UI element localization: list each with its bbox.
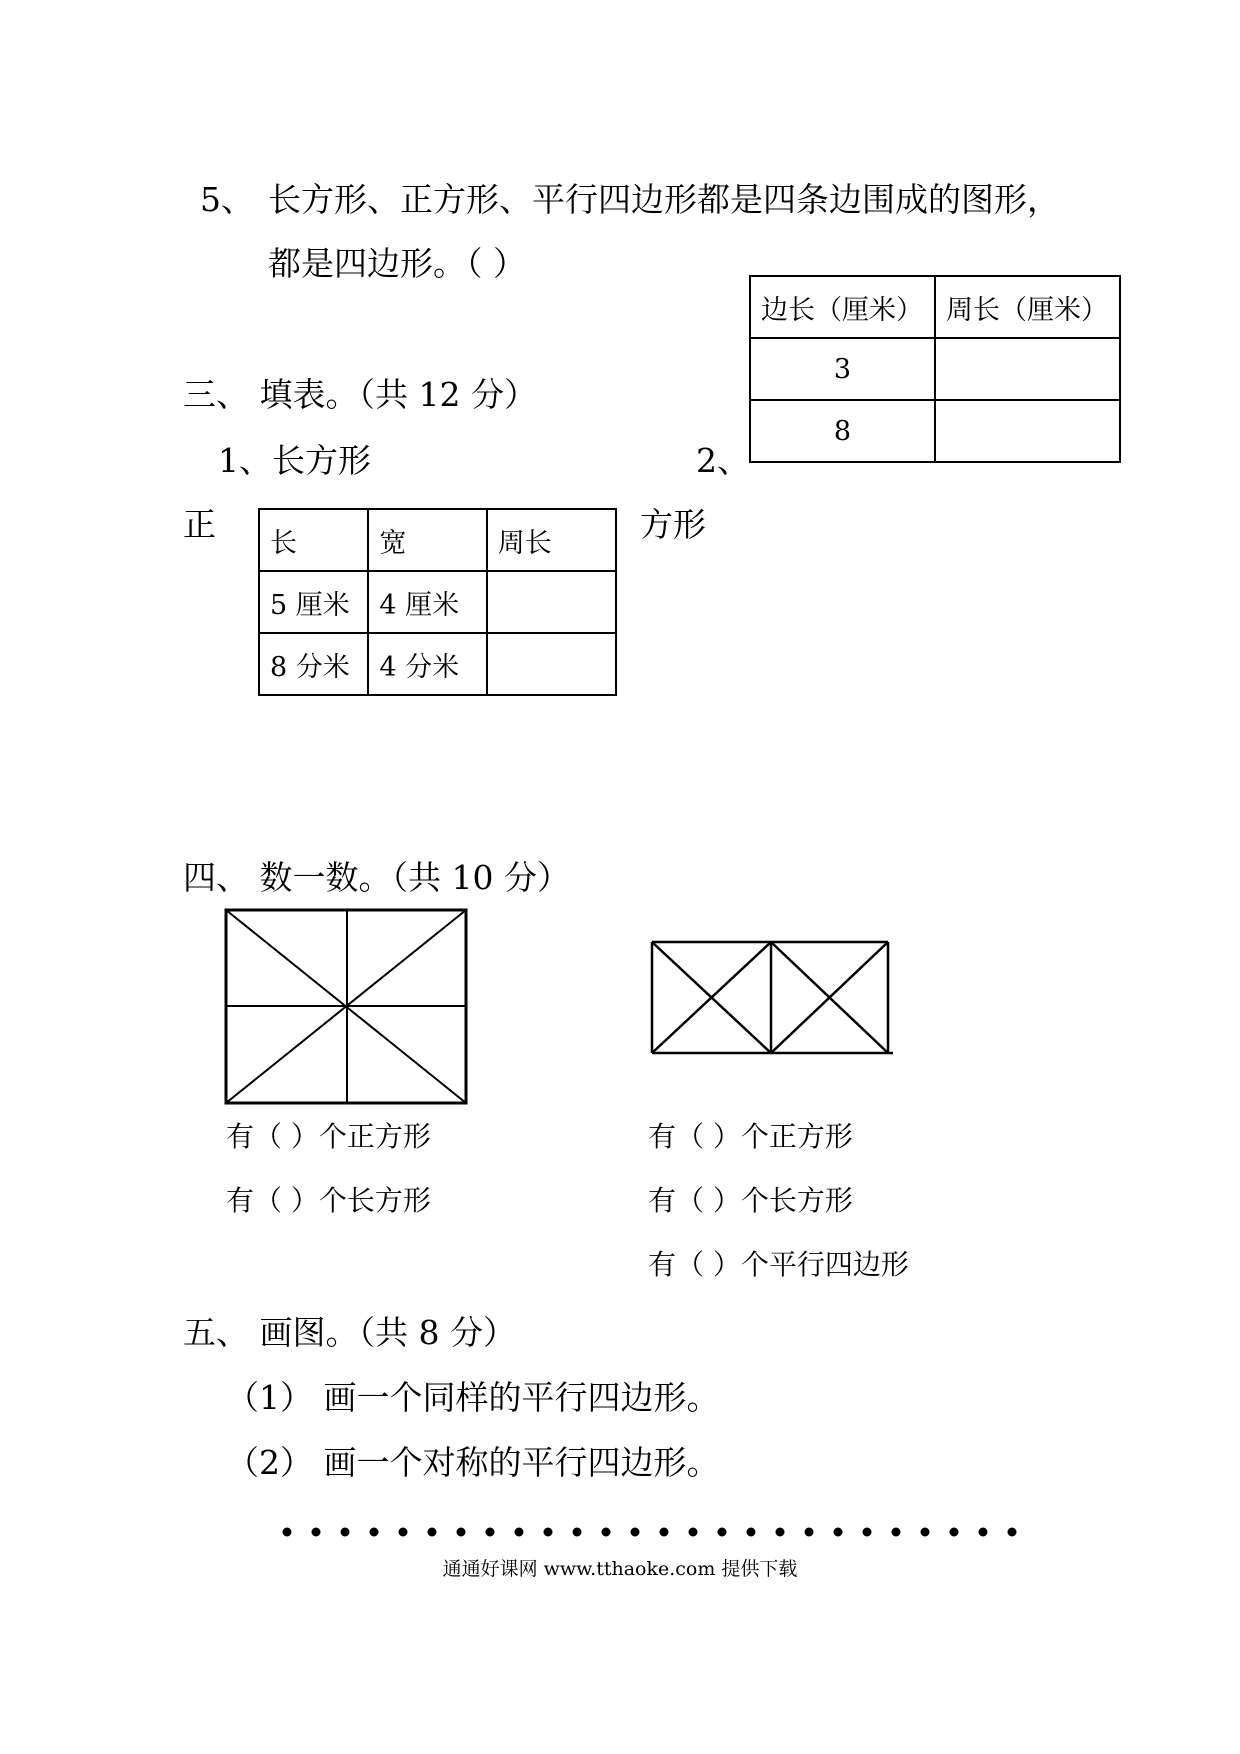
rect-header-width: 宽	[368, 509, 486, 571]
section3-sub1: 1、长方形	[218, 441, 371, 480]
footer-dot	[950, 1528, 959, 1537]
footer-dot	[979, 1528, 988, 1537]
footer-dot	[399, 1528, 408, 1537]
section5-item-1: （1） 画一个同样的平行四边形。	[226, 1378, 720, 1417]
footer-dot	[312, 1528, 321, 1537]
q5-line2: 都是四边形。（ ）	[268, 244, 526, 283]
rect-cell-width: 4 厘米	[368, 571, 486, 633]
footer-dot	[544, 1528, 553, 1537]
footer-dot	[660, 1528, 669, 1537]
rect-cell-length: 5 厘米	[259, 571, 368, 633]
section3-fangxing: 方形	[640, 505, 706, 544]
footer-dot	[341, 1528, 350, 1537]
footer-dot	[689, 1528, 698, 1537]
footer-dot	[602, 1528, 611, 1537]
section5-item-2: （2） 画一个对称的平行四边形。	[226, 1443, 720, 1482]
square-cell-side: 3	[750, 338, 935, 400]
footer-dot	[515, 1528, 524, 1537]
footer-dot	[834, 1528, 843, 1537]
square-header-side: 边长（厘米）	[750, 276, 935, 338]
rect-cell-length: 8 分米	[259, 633, 368, 695]
right-question-squares: 有（ ）个正方形	[648, 1120, 853, 1153]
square-cell-side: 8	[750, 400, 935, 462]
rect-header-perimeter: 周长	[487, 509, 616, 571]
footer-dot	[921, 1528, 930, 1537]
footer-text: 通通好课网 www.tthaoke.com 提供下载	[442, 1558, 798, 1580]
section5-title: 五、 画图。（共 8 分）	[183, 1313, 516, 1352]
footer-dot	[747, 1528, 756, 1537]
rect-cell-width: 4 分米	[368, 633, 486, 695]
footer-dot	[1008, 1528, 1017, 1537]
section4-title: 四、 数一数。（共 10 分）	[183, 858, 570, 897]
q5-number: 5、	[200, 180, 254, 219]
left-question-squares: 有（ ）个正方形	[226, 1120, 431, 1153]
footer-dot	[283, 1528, 292, 1537]
section3-sub2: 2、	[696, 441, 750, 480]
footer-dot	[428, 1528, 437, 1537]
section3-title: 三、 填表。（共 12 分）	[183, 375, 537, 414]
left-question-rectangles: 有（ ）个长方形	[226, 1184, 431, 1217]
footer-dot	[892, 1528, 901, 1537]
footer-dot	[631, 1528, 640, 1537]
footer-dot	[486, 1528, 495, 1537]
section3-zheng: 正	[183, 505, 216, 544]
footer-dot	[718, 1528, 727, 1537]
footer-dot	[805, 1528, 814, 1537]
footer-dot	[863, 1528, 872, 1537]
right-question-parallelograms: 有（ ）个平行四边形	[648, 1248, 909, 1281]
rect-header-length: 长	[259, 509, 368, 571]
footer-dot	[457, 1528, 466, 1537]
footer-dot	[370, 1528, 379, 1537]
right-question-rectangles: 有（ ）个长方形	[648, 1184, 853, 1217]
footer-dot	[573, 1528, 582, 1537]
square-header-perimeter: 周长（厘米）	[935, 276, 1120, 338]
q5-line1: 长方形、正方形、平行四边形都是四条边围成的图形，	[268, 180, 1060, 219]
footer-dot	[776, 1528, 785, 1537]
